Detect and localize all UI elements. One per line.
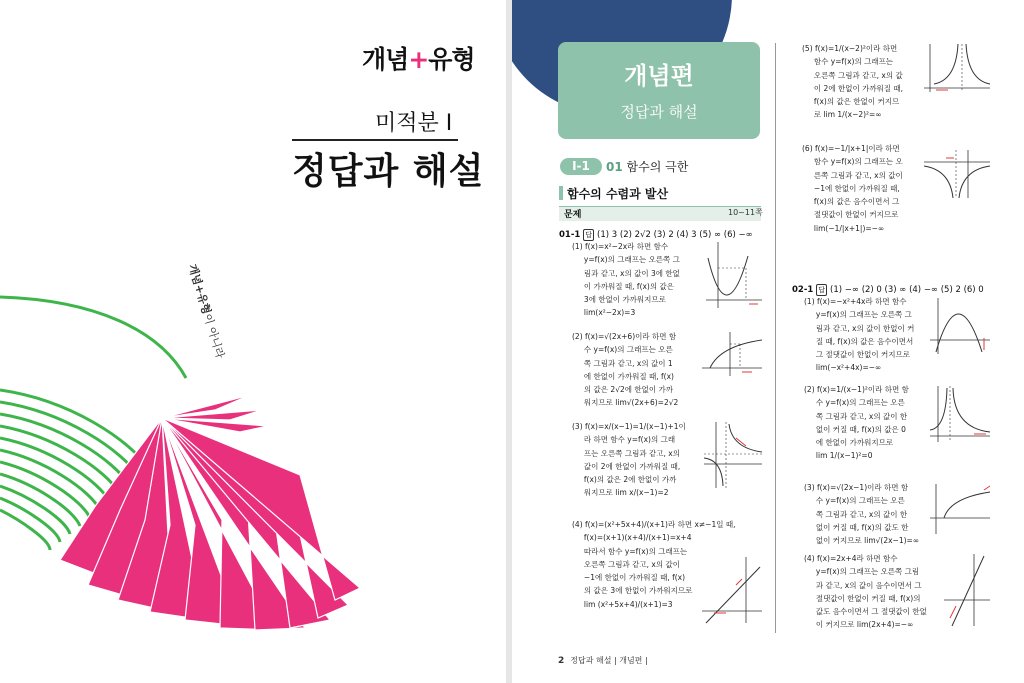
- cover-vertical-text: 개념+유형이 아니라: [185, 262, 227, 360]
- banner-title: 개념편: [624, 62, 694, 90]
- graph-02-1-part3: [928, 482, 992, 538]
- solution-02-1-part1: (1) f(x)=−x²+4x라 하면 함수 y=f(x)의 그래프는 오른쪽 그 림과 같고, x의 값이 한없이 커 질 때, f(x)의 값은 음수이면서 그 절댓값이 한없이 커지므로 lim(−x²+4x)=−∞: [804, 297, 915, 373]
- solution-01-1-part5: (5) f(x)=1/(x−2)²이라 하면 함수 y=f(x)의 그래프는 오른쪽 그림과 같고, x의 값 이 2에 한없이 가까워질 때, f(x)의 값은 한없이 커지므 로 lim 1/(x−2)²=∞: [802, 44, 904, 120]
- graph-01-1-part5: [922, 42, 992, 94]
- graph-02-1-part1: [928, 296, 992, 356]
- brand-logo: 개념+유형: [362, 45, 475, 74]
- column-divider: [775, 43, 776, 633]
- page-footer: 2 정답과 해설 | 개념편 |: [558, 656, 648, 666]
- solutions-page: [512, 0, 1024, 683]
- cover-title: 정답과 해설: [292, 151, 485, 192]
- answer-02-1: 02-1 답 (1) −∞ (2) 0 (3) ∞ (4) −∞ (5) 2 (6) 0: [792, 285, 984, 295]
- subsection-title: 함수의 수렴과 발산: [567, 187, 669, 201]
- banner-subtitle: 정답과 해설: [620, 103, 698, 121]
- solution-01-1-part3: (3) f(x)=x/(x−1)=1/(x−1)+1이 라 하면 함수 y=f(x)의 그래 프는 오른쪽 그림과 같고, x의 값이 2에 한없이 가까워질 때, f(x)의 값은 2에 한없이 가까 워지므로 lim x/(x−1)=2: [572, 422, 686, 498]
- solution-02-1-part4: (4) f(x)=2x+4라 하면 함수 y=f(x)의 그래프는 오른쪽 그림 과 같고, x의 값이 음수이면서 그 절댓값이 한없이 커질 때, f(x)의 값도 음수이면서 그 절댓값이 한없 이 커지므로 lim(2x+4)=−∞: [804, 554, 927, 630]
- solution-02-1-part3: (3) f(x)=√(2x−1)이라 하면 함 수 y=f(x)의 그래프는 오른 쪽 그림과 같고, x의 값이 한 없이 커질 때, f(x)의 값도 한 없이 커지므로 lim√(2x−1)=∞: [804, 483, 920, 546]
- graph-01-1-part1: [702, 238, 764, 310]
- graph-01-1-part6: [922, 148, 992, 200]
- graph-02-1-part2: [928, 384, 992, 444]
- graph-01-1-part2: [700, 330, 764, 380]
- graph-01-1-part4: [700, 555, 764, 625]
- section-badge: Ⅰ-1: [560, 158, 602, 175]
- graph-01-1-part3: [702, 420, 764, 490]
- subsection-marker: [559, 186, 563, 200]
- cover-subtitle: 미적분 I: [375, 111, 453, 136]
- solution-01-1-part4: (4) f(x)=(x²+5x+4)/(x+1)라 하면 x≠−1일 때, f(x)=(x+1)(x+4)/(x+1)=x+4 따라서 함수 y=f(x)의 그래프는 오른쪽 그림과 같고, x의 값이 −1에 한없이 가까워질 때, f(x) 의 값은 3에 한없이 가까워지므로 lim (x²+5x+4)/(x+1)=3: [572, 520, 736, 609]
- solution-02-1-part2: (2) f(x)=1/(x−1)²이라 하면 함 수 y=f(x)의 그래프는 오른 쪽 그림과 같고, x의 값이 한 없이 커질 때, f(x)의 값은 0 에 한없이 가까워지므로 lim 1/(x−1)²=0: [804, 385, 909, 461]
- problem-pages: 10~11쪽: [728, 208, 763, 217]
- graph-02-1-part4: [942, 552, 992, 628]
- solution-01-1-part2: (2) f(x)=√(2x+6)이라 하면 함 수 y=f(x)의 그래프는 오른 쪽 그림과 같고, x의 값이 1 에 한없이 가까워질 때, f(x) 의 값은 2√2에 한없이 가까 워지므로 lim√(2x+6)=2√2: [572, 332, 679, 408]
- answer-01-1: 01-1 답 (1) 3 (2) 2√2 (3) 2 (4) 3 (5) ∞ (6) −∞: [559, 230, 753, 240]
- solution-01-1-part1: (1) f(x)=x²−2x라 하면 함수 y=f(x)의 그래프는 오른쪽 그 림과 같고, x의 값이 3에 한없 이 가까워질 때, f(x)의 값은 3에 한없이 가까워지므로 lim(x²−2x)=3: [572, 242, 680, 318]
- magenta-fan: [60, 382, 360, 630]
- solution-01-1-part6: (6) f(x)=−1/|x+1|이라 하면 함수 y=f(x)의 그래프는 오 른쪽 그림과 같고, x의 값이 −1에 한없이 가까워질 때, f(x)의 값은 음수이면서 그 절댓값이 한없이 커지므로 lim(−1/|x+1|)=−∞: [802, 144, 903, 233]
- problem-label: 문제: [564, 210, 582, 220]
- section-title: 01 함수의 극한: [606, 160, 689, 174]
- cover-artwork: [0, 0, 506, 683]
- cover-page: [0, 0, 506, 683]
